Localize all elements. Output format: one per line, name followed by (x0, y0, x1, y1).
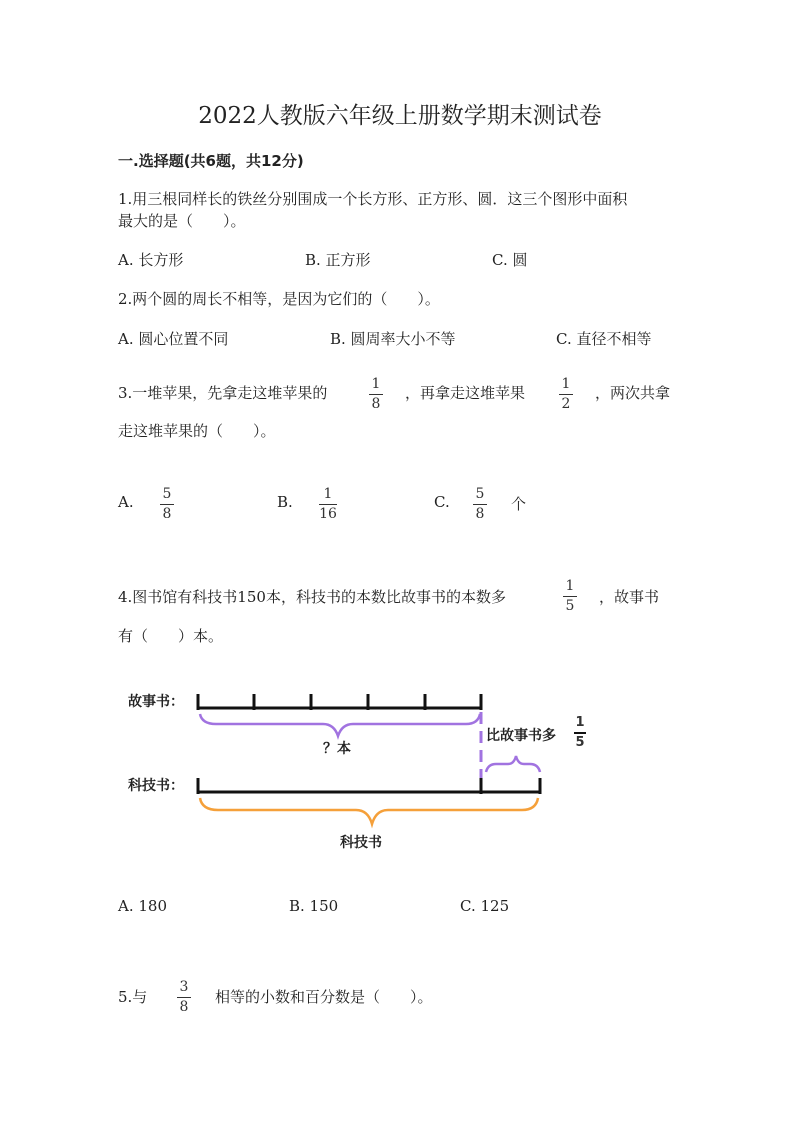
q4-text-part1: 4.图书馆有科技书150本，科技书的本数比故事书的本数多 (118, 588, 506, 606)
fraction-denominator: 8 (179, 999, 189, 1015)
fraction-denominator: 5 (575, 735, 585, 750)
q4-option-b: B. 150 (289, 897, 339, 915)
fraction-denominator: 16 (319, 506, 337, 522)
q2-option-a: A. 圆心位置不同 (118, 330, 229, 348)
fraction-numerator: 3 (179, 979, 189, 995)
q3-option-a-fraction (160, 486, 174, 523)
q5-fraction (177, 979, 191, 1016)
fraction-denominator: 8 (371, 396, 381, 412)
tech-label: 科技书： (128, 778, 184, 794)
tech-brace-label: 科技书 (340, 835, 382, 851)
q2-text: 2.两个圆的周长不相等，是因为它们的（ ）。 (118, 290, 440, 308)
fraction-numerator: 1 (565, 578, 575, 594)
q1-text-line2: 最大的是（ ）。 (118, 212, 246, 230)
fraction-numerator: 1 (371, 376, 381, 392)
q5-text-part1: 5.与 (118, 988, 148, 1006)
diagram-svg (118, 680, 598, 855)
question-label: ？本 (323, 741, 351, 757)
q3-fraction-1 (369, 376, 383, 413)
q5-text-part2: 相等的小数和百分数是（ ）。 (215, 988, 433, 1006)
q4-option-c: C. 125 (460, 897, 510, 915)
q4-text-part2: ，故事书 (599, 588, 660, 606)
story-label: 故事书： (128, 694, 184, 710)
q4-text-line2: 有（ ）本。 (118, 627, 224, 645)
q4-fraction (563, 578, 577, 615)
section-heading: 一.选择题(共6题，共12分) (118, 152, 304, 170)
tech-brace (200, 798, 538, 824)
fraction-denominator: 8 (162, 506, 172, 522)
q3-option-b-label: B. (277, 493, 293, 511)
q3-option-c-unit: 个 (511, 495, 527, 513)
q3-option-c-label: C. (434, 493, 450, 511)
q3-text-line2: 走这堆苹果的（ ）。 (118, 422, 276, 440)
fraction-numerator: 1 (575, 715, 585, 730)
fraction-numerator: 5 (162, 486, 172, 502)
q3-text-part1: 3.一堆苹果，先拿走这堆苹果的 (118, 384, 328, 402)
q1-option-a: A. 长方形 (118, 251, 184, 269)
compare-fraction (574, 715, 586, 751)
story-brace (200, 714, 480, 736)
q4-option-a: A. 180 (118, 897, 167, 915)
page-title: 2022人教版六年级上册数学期末测试卷 (198, 103, 602, 129)
q1-option-b: B. 正方形 (305, 251, 371, 269)
q2-option-b: B. 圆周率大小不等 (330, 330, 456, 348)
line-segment-diagram (118, 680, 598, 855)
fraction-denominator: 2 (561, 396, 571, 412)
fraction-numerator: 5 (475, 486, 485, 502)
q3-option-b-fraction (319, 486, 337, 523)
q3-text-part2: ，再拿走这堆苹果 (405, 384, 526, 402)
fraction-numerator: 1 (561, 376, 571, 392)
fraction-denominator: 8 (475, 506, 485, 522)
compare-label: 比故事书多 (486, 728, 556, 744)
q3-option-a-label: A. (118, 493, 134, 511)
fraction-denominator: 5 (565, 598, 575, 614)
q1-text-line1: 1.用三根同样长的铁丝分别围成一个长方形、正方形、圆．这三个图形中面积 (118, 190, 628, 208)
extra-brace (486, 756, 540, 772)
q3-fraction-2 (559, 376, 573, 413)
q3-text-part3: ，两次共拿 (595, 384, 671, 402)
q1-option-c: C. 圆 (492, 251, 528, 269)
fraction-numerator: 1 (323, 486, 333, 502)
q3-option-c-fraction (473, 486, 487, 523)
q2-option-c: C. 直径不相等 (556, 330, 652, 348)
